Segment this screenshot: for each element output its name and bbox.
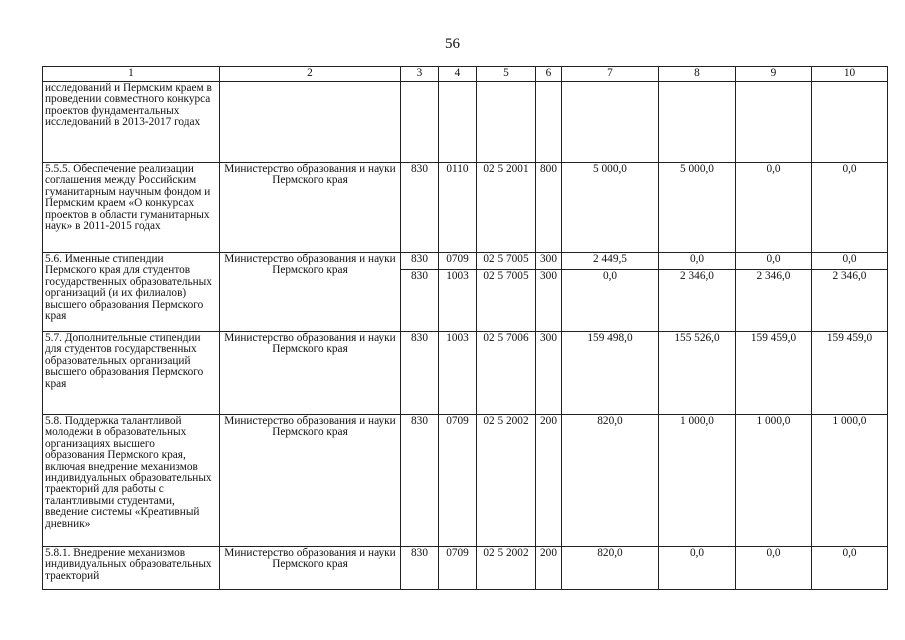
activity-name-cell: исследований и Пермским краем в проведении совместного конкурса проектов фундаментальных исследований в 2013-2017 годах: [43, 82, 220, 163]
table-row: [43, 547, 888, 590]
table-row: [43, 332, 888, 415]
page-number: 56: [445, 36, 460, 52]
amount-cell-c7: 159 498,0: [562, 332, 659, 415]
amount-cell-c9: 0,0: [736, 253, 812, 270]
amount-cell-c9: 0,0: [736, 163, 812, 253]
column-header: 7: [562, 67, 659, 82]
amount-cell-c8: 1 000,0: [659, 415, 736, 547]
organization-cell: Министерство образования и науки Пермского края: [220, 163, 401, 253]
amount-cell-c9: 159 459,0: [736, 332, 812, 415]
code-cell-c5: 02 5 7006: [477, 332, 536, 415]
code-cell-c4: 1003: [439, 332, 477, 415]
organization-cell: Министерство образования и науки Пермского края: [220, 253, 401, 332]
column-header: 6: [536, 67, 562, 82]
code-cell-c3: [401, 82, 439, 163]
amount-cell-c9: [736, 82, 812, 163]
code-cell-c6: 200: [536, 415, 562, 547]
code-cell-c4: 1003: [439, 270, 477, 332]
organization-cell: Министерство образования и науки Пермского края: [220, 547, 401, 590]
activity-name-cell: 5.7. Дополнительные стипендии для студентов государственных образовательных организаций высшего образования Пермского края: [43, 332, 220, 415]
code-cell-c4: 0709: [439, 547, 477, 590]
column-header: 2: [220, 67, 401, 82]
table-row: [43, 253, 888, 270]
organization-cell: Министерство образования и науки Пермского края: [220, 332, 401, 415]
amount-cell-c9: 2 346,0: [736, 270, 812, 332]
organization-cell: [220, 82, 401, 163]
amount-cell-c10: 0,0: [812, 547, 888, 590]
amount-cell-c7: 2 449,5: [562, 253, 659, 270]
table-row: [43, 82, 888, 163]
activity-name-cell: 5.6. Именные стипендии Пермского края для студентов государственных образовательных организаций (и их филиалов) высшего образования Пермского края: [43, 253, 220, 332]
code-cell-c6: 300: [536, 332, 562, 415]
budget-table: [42, 66, 888, 590]
code-cell-c4: [439, 82, 477, 163]
code-cell-c3: 830: [401, 332, 439, 415]
amount-cell-c10: 159 459,0: [812, 332, 888, 415]
code-cell-c6: 200: [536, 547, 562, 590]
amount-cell-c8: 5 000,0: [659, 163, 736, 253]
amount-cell-c10: 0,0: [812, 163, 888, 253]
code-cell-c4: 0709: [439, 253, 477, 270]
amount-cell-c8: 155 526,0: [659, 332, 736, 415]
code-cell-c3: 830: [401, 253, 439, 270]
code-cell-c5: [477, 82, 536, 163]
amount-cell-c9: 1 000,0: [736, 415, 812, 547]
activity-name-cell: 5.8.1. Внедрение механизмов индивидуальных образовательных траекторий: [43, 547, 220, 590]
column-header: 8: [659, 67, 736, 82]
code-cell-c6: 300: [536, 253, 562, 270]
table-row: [43, 163, 888, 253]
code-cell-c3: 830: [401, 547, 439, 590]
amount-cell-c8: 0,0: [659, 547, 736, 590]
activity-name-cell: 5.8. Поддержка талантливой молодежи в образовательных организациях высшего образования Пермского края, включая внедрение механизмов индивидуальных образовательных траекторий для работы с талантливыми студентами, введение системы «Креативный дневник»: [43, 415, 220, 547]
code-cell-c6: [536, 82, 562, 163]
organization-cell: Министерство образования и науки Пермского края: [220, 415, 401, 547]
amount-cell-c10: 0,0: [812, 253, 888, 270]
amount-cell-c7: 0,0: [562, 270, 659, 332]
code-cell-c3: 830: [401, 163, 439, 253]
amount-cell-c7: [562, 82, 659, 163]
amount-cell-c7: 820,0: [562, 547, 659, 590]
code-cell-c6: 800: [536, 163, 562, 253]
code-cell-c4: 0110: [439, 163, 477, 253]
code-cell-c5: 02 5 2001: [477, 163, 536, 253]
amount-cell-c10: 1 000,0: [812, 415, 888, 547]
amount-cell-c8: 0,0: [659, 253, 736, 270]
table-row: [43, 415, 888, 547]
amount-cell-c8: [659, 82, 736, 163]
amount-cell-c7: 5 000,0: [562, 163, 659, 253]
amount-cell-c8: 2 346,0: [659, 270, 736, 332]
code-cell-c5: 02 5 7005: [477, 270, 536, 332]
amount-cell-c7: 820,0: [562, 415, 659, 547]
code-cell-c5: 02 5 2002: [477, 547, 536, 590]
column-header: 9: [736, 67, 812, 82]
code-cell-c6: 300: [536, 270, 562, 332]
code-cell-c4: 0709: [439, 415, 477, 547]
amount-cell-c9: 0,0: [736, 547, 812, 590]
code-cell-c5: 02 5 7005: [477, 253, 536, 270]
column-header: 5: [477, 67, 536, 82]
code-cell-c5: 02 5 2002: [477, 415, 536, 547]
code-cell-c3: 830: [401, 270, 439, 332]
column-header: 4: [439, 67, 477, 82]
column-header: 3: [401, 67, 439, 82]
column-header: 10: [812, 67, 888, 82]
column-header: 1: [43, 67, 220, 82]
amount-cell-c10: [812, 82, 888, 163]
amount-cell-c10: 2 346,0: [812, 270, 888, 332]
code-cell-c3: 830: [401, 415, 439, 547]
column-number-row: [43, 67, 888, 82]
activity-name-cell: 5.5.5. Обеспечение реализации соглашения между Российским гуманитарным научным фондом и Пермским краем «О конкурсах проектов в области гуманитарных наук» в 2011-2015 годах: [43, 163, 220, 253]
